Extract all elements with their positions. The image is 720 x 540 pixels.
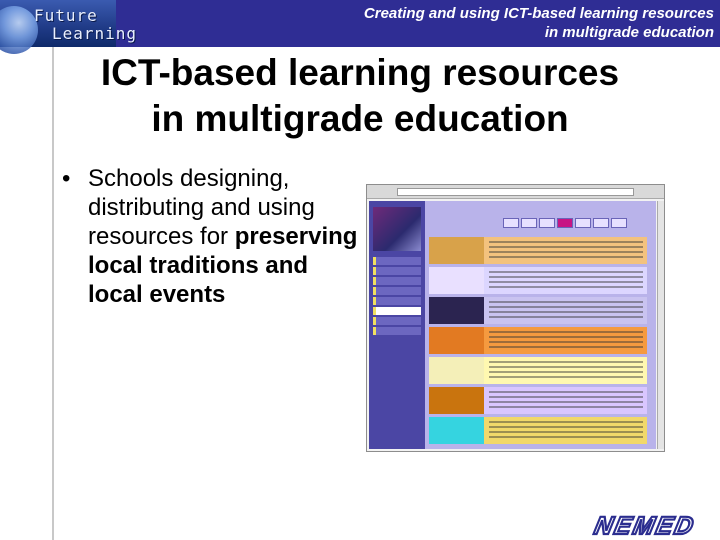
bullet-text-bold: preserving local traditions and local events <box>88 223 358 308</box>
website-row-thumbnail <box>429 237 484 264</box>
website-content-row <box>429 237 647 264</box>
website-tab <box>521 218 537 228</box>
website-row-text <box>489 241 643 260</box>
website-tab <box>611 218 627 228</box>
logo-line-1: Future <box>34 6 98 25</box>
website-tab <box>593 218 609 228</box>
website-row-thumbnail <box>429 297 484 324</box>
website-tab <box>503 218 519 228</box>
website-content-row <box>429 267 647 294</box>
website-nav-item <box>373 327 421 335</box>
globe-icon <box>0 6 38 54</box>
website-nav-item <box>373 297 421 305</box>
website-content-row <box>429 417 647 444</box>
browser-toolbar <box>367 185 664 199</box>
website-logo <box>373 207 421 251</box>
website-sidebar <box>369 201 425 449</box>
website-content-row <box>429 327 647 354</box>
logo-line-2: Learning <box>52 24 138 43</box>
slide-title-line-2: in multigrade education <box>151 98 569 139</box>
website-row-text <box>489 361 643 380</box>
embedded-website-screenshot <box>366 184 665 452</box>
website-row-text <box>489 331 643 350</box>
slide-title <box>60 50 660 142</box>
browser-address-bar <box>397 188 634 196</box>
website-nav-item <box>373 287 421 295</box>
header-title-line-2: in multigrade education <box>544 24 714 41</box>
website-row-text <box>489 391 643 410</box>
website-row-text <box>489 421 643 440</box>
website-tab <box>539 218 555 228</box>
website-tabs <box>503 215 652 227</box>
browser-scrollbar <box>657 201 664 449</box>
website-row-thumbnail <box>429 357 484 384</box>
website-nav-item <box>373 277 421 285</box>
website-row-thumbnail <box>429 387 484 414</box>
website-nav <box>373 257 421 337</box>
website-row-thumbnail <box>429 267 484 294</box>
website-page <box>369 201 656 449</box>
website-nav-item-selected <box>373 307 421 315</box>
website-row-thumbnail <box>429 417 484 444</box>
bullet-dot: • <box>62 165 71 192</box>
website-content-row <box>429 357 647 384</box>
bullet-item <box>62 164 362 309</box>
website-tab <box>575 218 591 228</box>
header-title <box>154 4 714 42</box>
website-nav-item <box>373 257 421 265</box>
website-row-text <box>489 301 643 320</box>
bullet-text <box>88 164 362 309</box>
future-learning-logo <box>0 0 138 47</box>
website-row-text <box>489 271 643 290</box>
left-divider <box>52 47 54 540</box>
website-content-row <box>429 387 647 414</box>
website-row-thumbnail <box>429 327 484 354</box>
nemed-logo <box>578 511 710 540</box>
website-tab-active <box>557 218 573 228</box>
bullet-text-plain: Schools designing, distributing and using resources for <box>88 165 315 250</box>
website-nav-item <box>373 317 421 325</box>
nemed-logo-text: NEMED <box>591 512 698 540</box>
website-content-row <box>429 297 647 324</box>
slide-title-line-1: ICT-based learning resources <box>100 52 620 93</box>
header-title-line-1: Creating and using ICT-based learning resources <box>363 5 714 22</box>
website-nav-item <box>373 267 421 275</box>
